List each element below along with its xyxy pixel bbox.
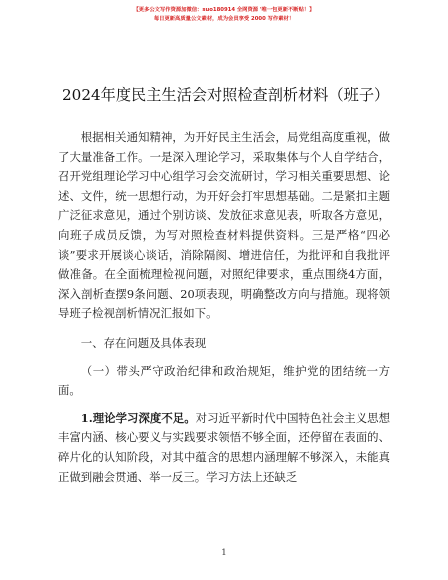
intro-paragraph: 根据相关通知精神，为开好民主生活会，局党组高度重视，做了大量准备工作。一是深入理论学习，采取集体与个人自学结合，召开党组理论学习中心组学习会交流研讨，学习相关重要思想、论述、文件，统一思想行动，为开好会打牢思想基础。二是紧扣主题广泛征求意见，通过个别访谈、发放征求意见表，听取各方意见，向班子成员反馈，为写对照检查材料提供资料。三是严格“四必谈”要求开展谈心谈话，消除隔阂、增进信任，为批评和自我批评做准备。在全面梳理检视问题，对照纪律要求，重点围绕4方面，深入剖析查摆9条问题、20项表现，明确整改方向与措施。现将领导班子检视剖析情况汇报如下。 — [58, 130, 390, 321]
promo-line-2: 每日更新高质量公文素材，成为会员享受 2000 写作素材！ — [153, 16, 295, 22]
document-title: 2024年度民主生活会对照检查剖析材料（班子） — [62, 86, 390, 104]
sub-heading: （一）带头严守政治纪律和政治规矩，维护党的团结统一方面。 — [58, 363, 390, 398]
point-1-paragraph — [58, 409, 390, 487]
document-body — [58, 128, 390, 487]
promo-line-1: 【更多公文写作资源加微信：suo180914 全网资源 '唯一包更新不断贴！】 — [133, 7, 315, 13]
page-number: 1 — [221, 548, 227, 558]
promo-banner — [0, 6, 448, 24]
section-heading: 一、存在问题及具体表现 — [80, 335, 207, 350]
point-1-text: 对习近平新时代中国特色社会主义思想丰富内涵、核心要义与实践要求领悟不够全面，还停留在表面的、碎片化的认知阶段，对其中蕴含的思想内涵理解不够深入，未能真正做到融会贯通、举一反三。学习方法上还缺乏 — [58, 410, 390, 484]
point-1-label: 1.理论学习深度不足。 — [80, 410, 196, 425]
